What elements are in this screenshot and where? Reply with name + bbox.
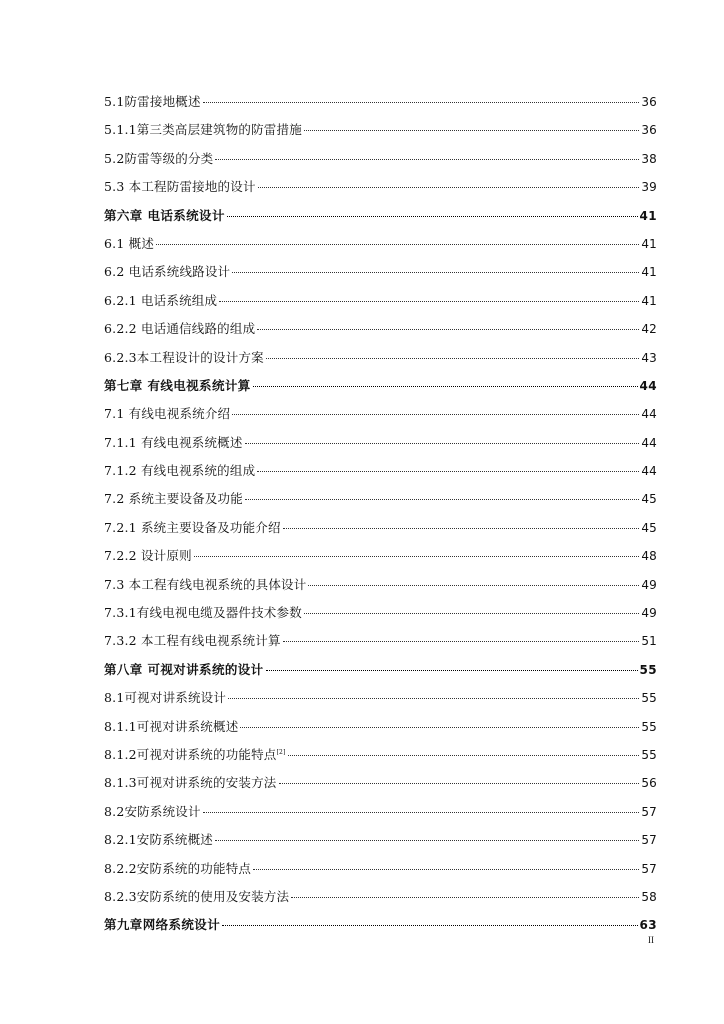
toc-dot-leader: [232, 272, 639, 273]
toc-entry-title: 7.1 有线电视系统介绍: [104, 406, 231, 422]
toc-dot-leader: [304, 130, 639, 131]
toc-entry-title: 8.2.3安防系统的使用及安装方法: [104, 888, 290, 904]
toc-dot-leader: [245, 499, 639, 500]
toc-entry-page: 57: [641, 833, 657, 848]
toc-dot-leader: [257, 471, 639, 472]
toc-entry-page: 49: [641, 577, 657, 592]
toc-dot-leader: [219, 301, 639, 302]
toc-section-entry[interactable]: [104, 173, 657, 201]
toc-entry-citation: [2]: [276, 748, 286, 756]
toc-entry-page: 41: [641, 265, 657, 280]
toc-dot-leader: [228, 698, 639, 699]
toc-entry-title: 8.2.2安防系统的功能特点: [104, 860, 252, 876]
toc-dot-leader: [266, 358, 640, 359]
toc-section-entry[interactable]: [104, 855, 657, 883]
toc-entry-title: 8.1.2可视对讲系统的功能特点[2]: [104, 746, 286, 762]
toc-entry-title: 5.3 本工程防雷接地的设计: [104, 179, 256, 195]
toc-entry-page: 44: [641, 407, 657, 422]
toc-dot-leader: [279, 783, 640, 784]
toc-section-entry[interactable]: [104, 457, 657, 485]
toc-entry-title: 6.1 概述: [104, 235, 155, 251]
toc-entry-page: 56: [641, 776, 657, 791]
toc-dot-leader: [304, 613, 639, 614]
toc-entry-title: 8.2安防系统设计: [104, 803, 201, 819]
toc-dot-leader: [291, 897, 639, 898]
toc-entry-title: 7.3.1有线电视电缆及器件技术参数: [104, 605, 302, 621]
toc-entry-title: 第六章 电话系统设计: [104, 207, 225, 223]
toc-entry-page: 55: [639, 662, 657, 677]
toc-entry-page: 36: [641, 123, 657, 138]
toc-dot-leader: [203, 812, 640, 813]
toc-chapter-entry[interactable]: [104, 202, 657, 230]
toc-section-entry[interactable]: [104, 883, 657, 911]
toc-section-entry[interactable]: [104, 145, 657, 173]
toc-entry-title: 7.3 本工程有线电视系统的具体设计: [104, 576, 307, 592]
toc-section-entry[interactable]: [104, 741, 657, 769]
toc-section-entry[interactable]: [104, 485, 657, 513]
toc-entry-title: 7.3.2 本工程有线电视系统计算: [104, 633, 281, 649]
toc-entry-page: 44: [641, 464, 657, 479]
toc-section-entry[interactable]: [104, 514, 657, 542]
toc-section-entry[interactable]: [104, 230, 657, 258]
toc-entry-title: 5.1防雷接地概述: [104, 94, 201, 109]
toc-section-entry[interactable]: [104, 287, 657, 315]
toc-entry-page: 42: [641, 322, 657, 337]
toc-dot-leader: [215, 159, 639, 160]
toc-section-entry[interactable]: [104, 88, 657, 116]
toc-dot-leader: [245, 443, 640, 444]
toc-entry-title: 8.2.1安防系统概述: [104, 832, 214, 848]
toc-dot-leader: [288, 755, 640, 756]
toc-dot-leader: [222, 925, 637, 926]
toc-section-entry[interactable]: [104, 684, 657, 712]
toc-entry-title: 7.1.2 有线电视系统的组成: [104, 463, 256, 479]
toc-dot-leader: [253, 869, 639, 870]
toc-section-entry[interactable]: [104, 429, 657, 457]
toc-entry-page: 41: [641, 236, 657, 251]
toc-entry-page: 57: [641, 804, 657, 819]
toc-chapter-entry[interactable]: [104, 911, 657, 939]
toc-section-entry[interactable]: [104, 315, 657, 343]
toc-dot-leader: [283, 528, 640, 529]
toc-entry-page: 36: [641, 95, 657, 109]
table-of-contents: [104, 88, 657, 940]
toc-entry-title: 7.2.1 系统主要设备及功能介绍: [104, 519, 281, 535]
toc-entry-title: 第七章 有线电视系统计算: [104, 377, 251, 393]
toc-dot-leader: [258, 187, 640, 188]
toc-entry-title: 第九章网络系统设计: [104, 917, 221, 933]
toc-entry-page: 45: [641, 520, 657, 535]
toc-section-entry[interactable]: [104, 400, 657, 428]
toc-section-entry[interactable]: [104, 571, 657, 599]
toc-entry-title: 6.2.2 电话通信线路的组成: [104, 321, 256, 337]
toc-dot-leader: [194, 556, 640, 557]
toc-section-entry[interactable]: [104, 542, 657, 570]
toc-section-entry[interactable]: [104, 798, 657, 826]
toc-entry-page: 49: [641, 606, 657, 621]
toc-entry-title: 8.1可视对讲系统设计: [104, 690, 227, 706]
toc-dot-leader: [308, 585, 639, 586]
toc-dot-leader: [203, 102, 640, 103]
toc-entry-page: 57: [641, 861, 657, 876]
toc-entry-title: 第八章 可视对讲系统的设计: [104, 661, 264, 677]
toc-section-entry[interactable]: [104, 627, 657, 655]
toc-dot-leader: [283, 641, 640, 642]
toc-entry-page: 41: [639, 208, 657, 223]
toc-dot-leader: [240, 727, 639, 728]
toc-dot-leader: [156, 244, 639, 245]
toc-entry-title: 5.1.1第三类高层建筑物的防雷措施: [104, 122, 302, 138]
toc-section-entry[interactable]: [104, 344, 657, 372]
toc-entry-title: 6.2.3本工程设计的设计方案: [104, 349, 264, 365]
toc-chapter-entry[interactable]: [104, 656, 657, 684]
toc-entry-title: 8.1.1可视对讲系统概述: [104, 718, 239, 734]
toc-section-entry[interactable]: [104, 769, 657, 797]
toc-entry-title: 6.2 电话系统线路设计: [104, 264, 231, 280]
toc-dot-leader: [253, 386, 638, 387]
toc-dot-leader: [266, 670, 638, 671]
toc-entry-page: 48: [641, 549, 657, 564]
toc-entry-page: 38: [641, 151, 657, 166]
toc-entry-page: 43: [641, 350, 657, 365]
toc-entry-page: 44: [639, 378, 657, 393]
toc-entry-page: 55: [641, 719, 657, 734]
toc-dot-leader: [257, 329, 639, 330]
toc-entry-page: 58: [641, 889, 657, 904]
toc-section-entry[interactable]: [104, 599, 657, 627]
toc-section-entry[interactable]: [104, 258, 657, 286]
toc-entry-page: 39: [641, 180, 657, 195]
toc-section-entry[interactable]: [104, 713, 657, 741]
toc-entry-title: 7.2.2 设计原则: [104, 548, 192, 564]
toc-entry-page: 41: [641, 293, 657, 308]
toc-chapter-entry[interactable]: [104, 372, 657, 400]
toc-section-entry[interactable]: [104, 826, 657, 854]
toc-entry-title: 7.2 系统主要设备及功能: [104, 491, 243, 507]
toc-entry-title: 6.2.1 电话系统组成: [104, 292, 218, 308]
toc-entry-title: 5.2防雷等级的分类: [104, 150, 214, 166]
toc-entry-page: 51: [641, 634, 657, 649]
toc-dot-leader: [227, 216, 638, 217]
page-number: II: [648, 935, 654, 945]
toc-entry-page: 63: [639, 918, 657, 933]
toc-entry-page: 55: [641, 691, 657, 706]
toc-entry-title: 7.1.1 有线电视系统概述: [104, 434, 243, 450]
toc-dot-leader: [215, 840, 639, 841]
toc-entry-page: 44: [641, 435, 657, 450]
toc-entry-title: 8.1.3可视对讲系统的安装方法: [104, 775, 277, 791]
toc-entry-page: 55: [641, 747, 657, 762]
toc-entry-page: 45: [641, 492, 657, 507]
toc-dot-leader: [232, 414, 639, 415]
toc-section-entry[interactable]: [104, 116, 657, 144]
